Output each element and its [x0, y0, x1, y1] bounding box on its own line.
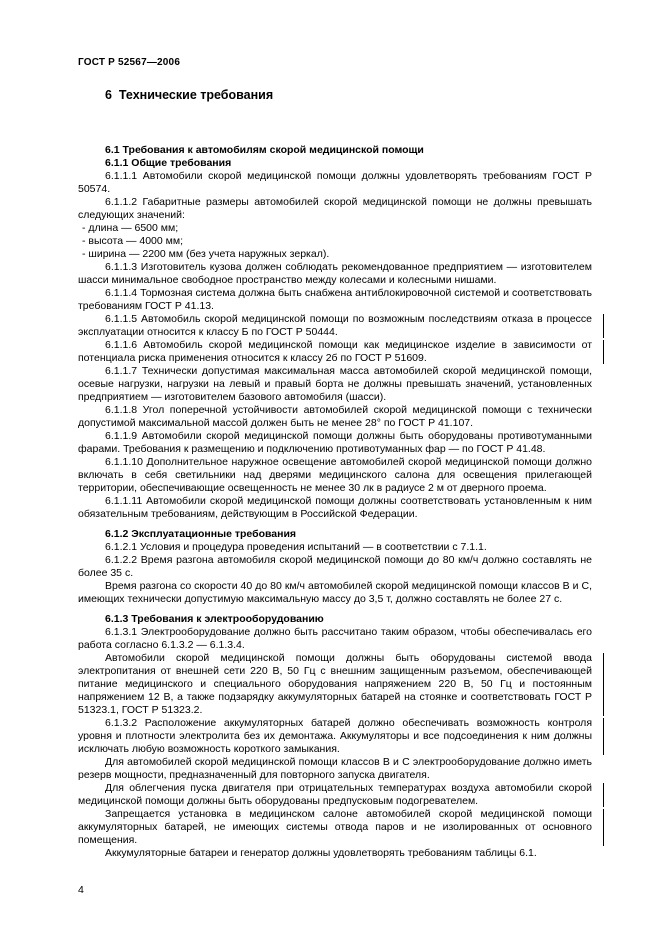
change-bar-marker — [603, 809, 604, 846]
paragraph: Для автомобилей скорой медицинской помощи классов В и С электрооборудование должно иметь резерв мощности, предназначенный для повторного запуска двигателя. — [78, 756, 592, 781]
paragraph: 6.1.2.1 Условия и процедура проведения испытаний — в соответствии с 7.1.1. — [105, 541, 487, 553]
paragraph: Время разгона со скорости 40 до 80 км/ч автомобилей скорой медицинской помощи классов В и С, имеющих технически допустимую максимальную массу до 3,5 т, должно составлять не более 27 с. — [78, 580, 592, 605]
paragraph: 6.1.1.7 Технически допустимая максимальная масса автомобилей скорой медицинской помощи, осевые нагрузки, нагрузки на левый и правый борта не должны превышать значений, установленных предприятием — изготовителем базового автомобиля (шасси). — [78, 365, 592, 403]
document-body — [78, 137, 592, 860]
paragraph: Аккумуляторные батареи и генератор должны удовлетворять требованиям таблицы 6.1. — [105, 847, 537, 859]
subsection-heading: 6.1.1 Общие требования — [105, 157, 232, 169]
subsection-heading: 6.1 Требования к автомобилям скорой медицинской помощи — [105, 144, 424, 156]
paragraph: 6.1.1.1 Автомобили скорой медицинской помощи должны удовлетворять требованиям ГОСТ Р 50574. — [78, 170, 592, 195]
paragraph: Для облегчения пуска двигателя при отрицательных температурах воздуха автомобили скорой медицинской помощи должны быть оборудованы предпусковым подогревателем. — [78, 782, 592, 808]
paragraph: 6.1.1.4 Тормозная система должна быть снабжена антиблокировочной системой и соответствовать требованиям ГОСТ Р 41.13. — [78, 287, 592, 312]
paragraph: 6.1.3.2 Расположение аккумуляторных батарей должно обеспечивать возможность контроля уровня и плотности электролита без их демонтажа. Аккумуляторы и все подсоединения к ним должны исключать любую возможность короткого замыкания. — [78, 717, 592, 756]
paragraph: 6.1.2.2 Время разгона автомобиля скорой медицинской помощи до 80 км/ч должно составлять не более 35 с. — [78, 554, 592, 579]
paragraph: 6.1.3.1 Электрооборудование должно быть рассчитано таким образом, чтобы обеспечивалась его работа согласно 6.1.3.2 — 6.1.3.4. — [78, 626, 592, 651]
paragraph: 6.1.1.3 Изготовитель кузова должен соблюдать рекомендованное предприятием — изготовителем шасси минимальное свободное пространство между колесами и колесными нишами. — [78, 261, 592, 286]
list-item: - высота — 4000 мм; — [82, 235, 184, 247]
paragraph: 6.1.1.2 Габаритные размеры автомобилей скорой медицинской помощи не должны превышать следующих значений: — [78, 196, 592, 221]
paragraph: Запрещается установка в медицинском салоне автомобилей скорой медицинской помощи аккумуляторных батарей, не имеющих системы отвода паров и не изолированных от основного помещения. — [78, 808, 592, 847]
paragraph: 6.1.1.11 Автомобили скорой медицинской помощи должны соответствовать установленным к ним обязательным требованиям, действующим в Российской Федерации. — [78, 495, 592, 520]
paragraph: 6.1.1.9 Автомобили скорой медицинской помощи должны быть оборудованы противотуманными фарами. Требования к размещению и подключению противотуманных фар — по ГОСТ Р 41.48. — [78, 430, 592, 455]
list-item: - ширина — 2200 мм (без учета наружных зеркал). — [82, 248, 330, 260]
paragraph: 6.1.1.8 Угол поперечной устойчивости автомобилей скорой медицинской помощи с технически допустимой максимальной массой должен быть не менее 28° по ГОСТ Р 41.107. — [78, 404, 592, 429]
change-bar-marker — [603, 783, 604, 807]
list-item: - длина — 6500 мм; — [82, 222, 179, 234]
change-bar-marker — [603, 718, 604, 755]
subsection-heading: 6.1.2 Эксплуатационные требования — [105, 528, 297, 540]
paragraph: 6.1.1.6 Автомобиль скорой медицинской помощи как медицинское изделие в зависимости от потенциала риска применения относится к классу 2б по ГОСТ Р 51609. — [78, 339, 592, 365]
section-title: 6 Технические требования — [105, 88, 274, 102]
change-bar-marker — [603, 653, 604, 716]
paragraph: Автомобили скорой медицинской помощи должны быть оборудованы системой ввода электропитания от внешней сети 220 В, 50 Гц с внешним защищенным разъемом, обеспечивающей питание медицинского и специального оборудования напряжением 220 В, 50 Гц и постоянным напряжением 12 В, а также подзарядку аккумуляторных батарей на стоянке и соответствовать ГОСТ Р 51323.1, ГОСТ Р 51323.2. — [78, 652, 592, 717]
change-bar-marker — [603, 314, 604, 338]
subsection-heading: 6.1.3 Требования к электрооборудованию — [105, 613, 324, 625]
running-header: ГОСТ Р 52567—2006 — [78, 57, 181, 68]
paragraph: 6.1.1.5 Автомобиль скорой медицинской помощи по возможным последствиям отказа в процессе эксплуатации относится к классу Б по ГОСТ Р 50444. — [78, 313, 592, 339]
paragraph: 6.1.1.10 Дополнительное наружное освещение автомобилей скорой медицинской помощи должно включать в себя светильники над дверями медицинского салона для освещения прилегающей территории, обеспечивающие освещенность не менее 30 лк в радиусе 2 м от дверного проема. — [78, 456, 592, 494]
change-bar-marker — [603, 340, 604, 364]
page-number: 4 — [78, 884, 84, 896]
